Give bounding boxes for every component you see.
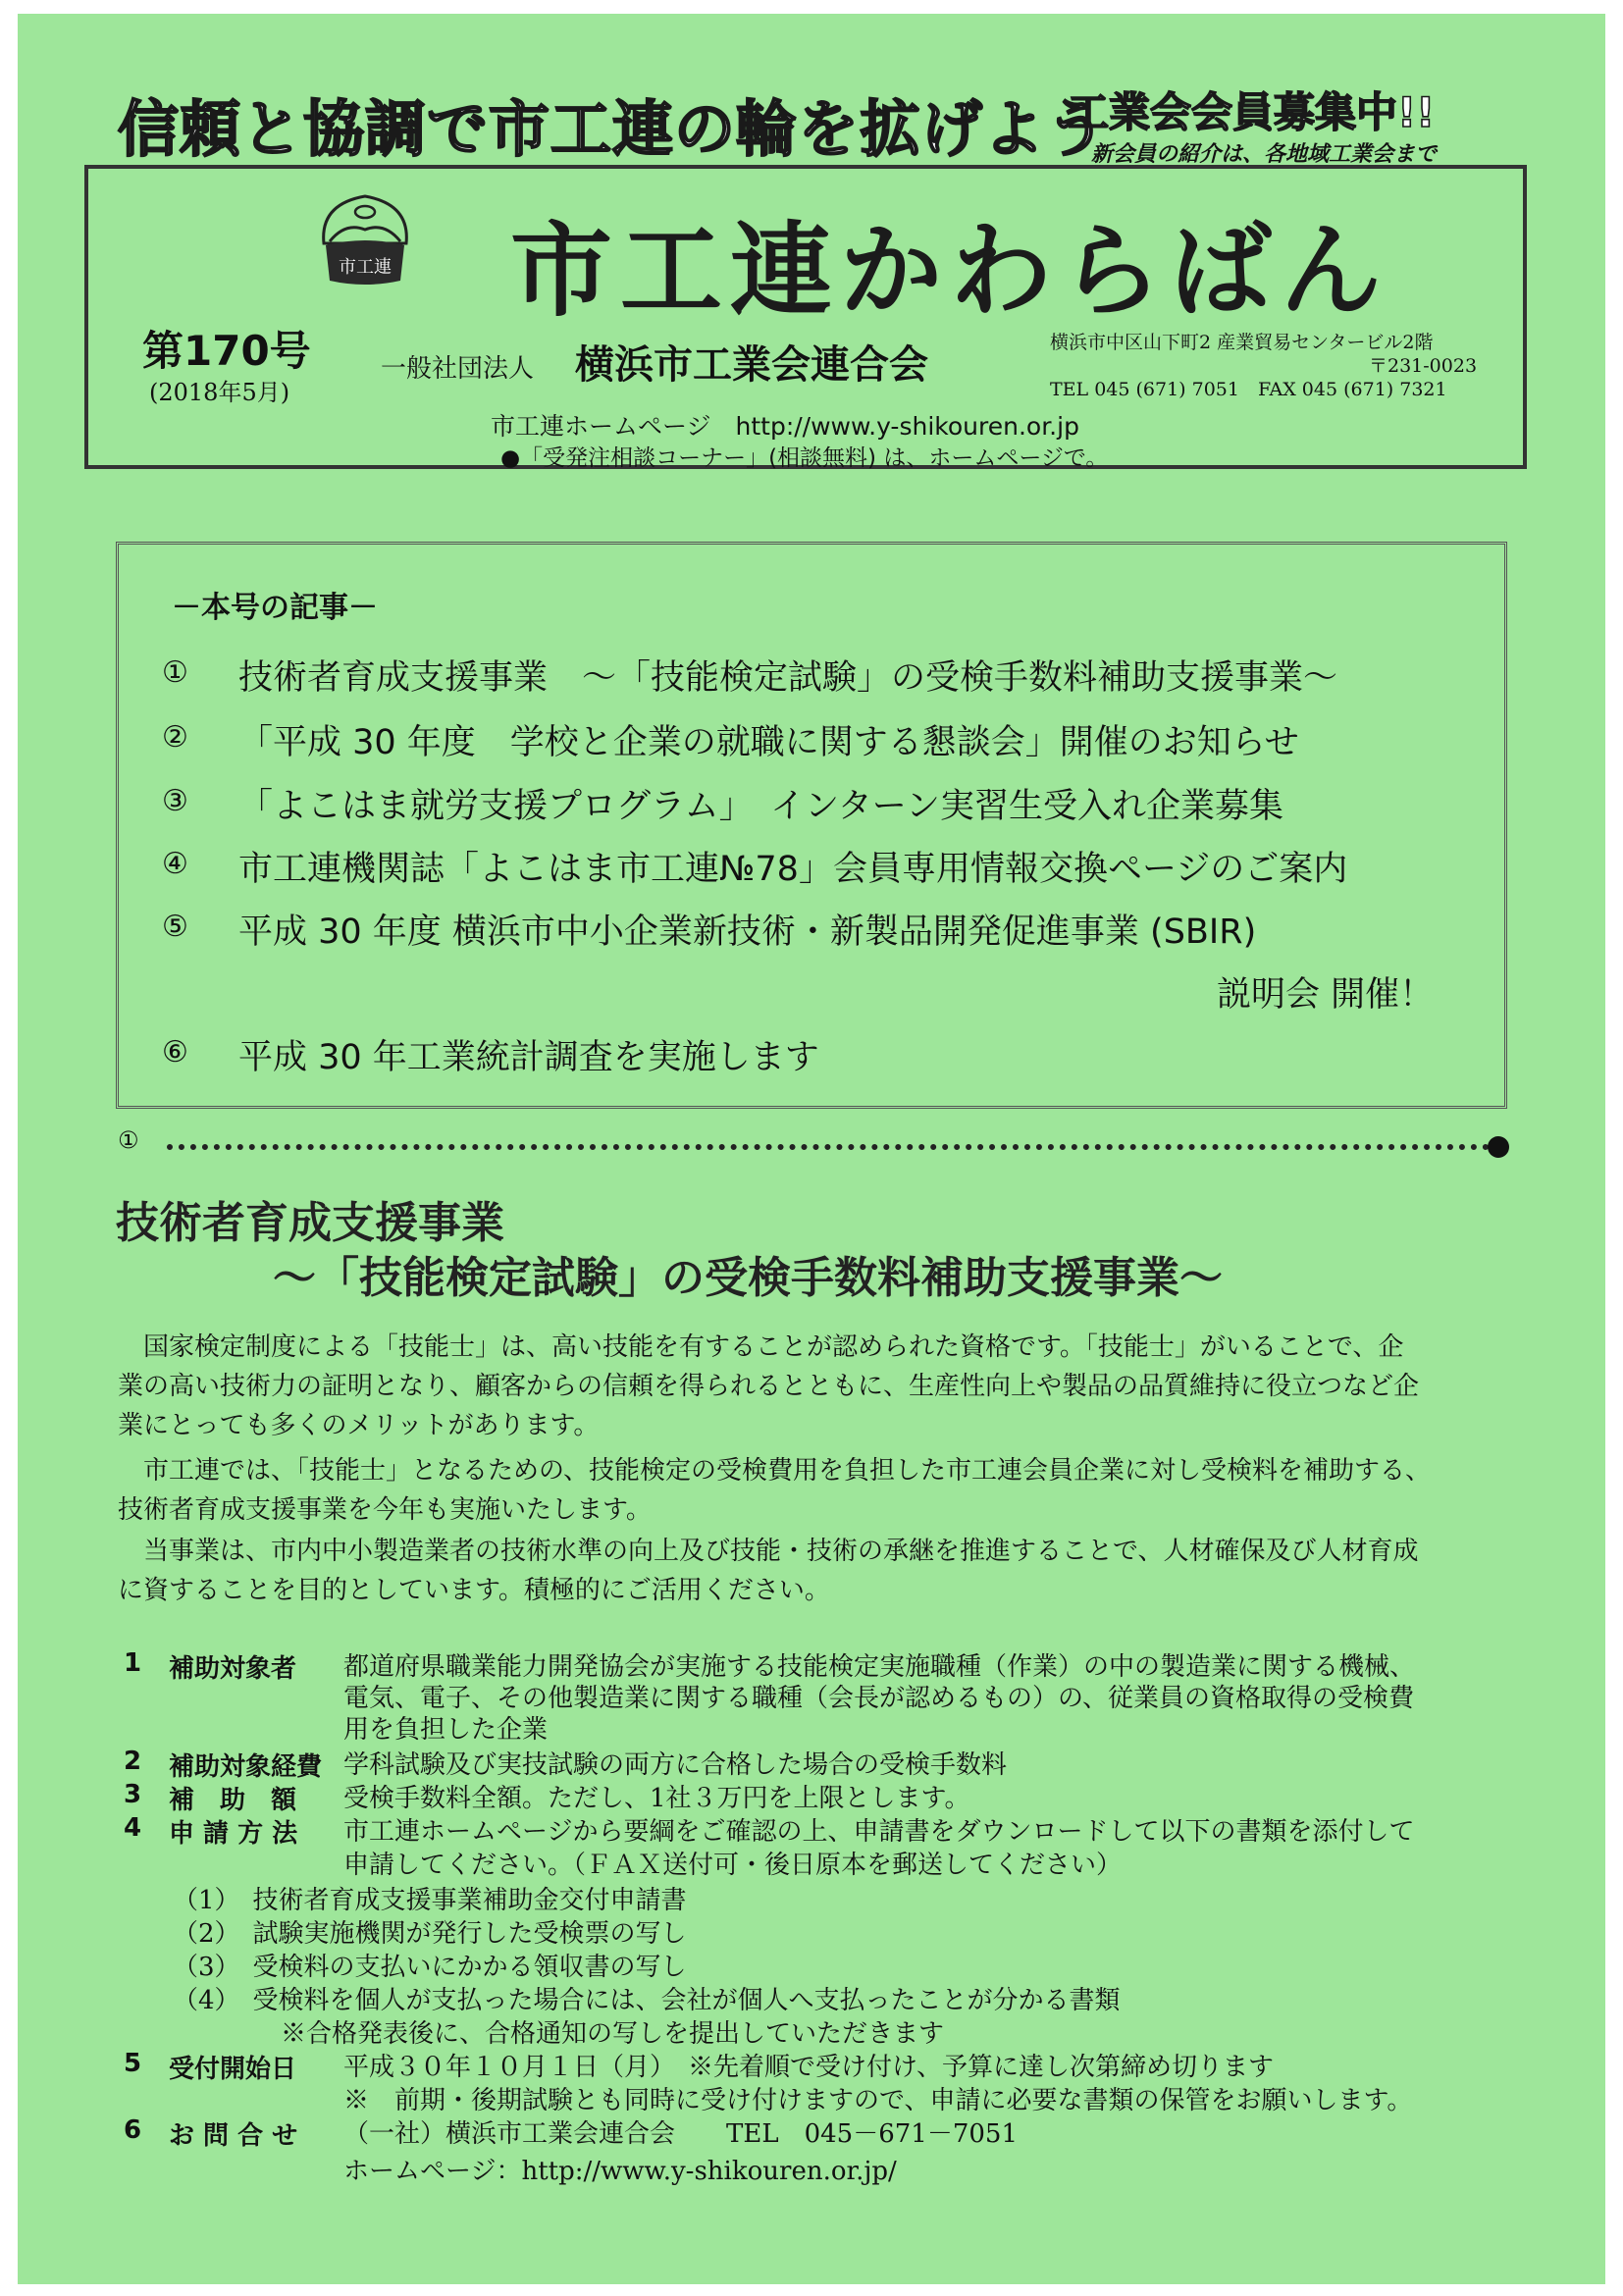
detail-number: 5 [124,2049,142,2078]
required-doc: （1） 技術者育成支援事業補助金交付申請書 [173,1886,687,1915]
required-doc: （3） 受検料の支払いにかかる領収書の写し [173,1953,687,1982]
org-name: 横浜市工業会連合会 [575,341,928,388]
article-paragraph: 国家検定制度による「技能士」は、高い技能を有することが認められた資格です。「技能士」がいることで、企 [118,1332,1404,1362]
detail-number: 3 [124,1780,142,1809]
contact-text: （一社）横浜市工業会連合会 TEL 045－671－7051 [343,2119,1019,2149]
org-type: 一般社団法人 [381,354,535,384]
article-title-line2: ～「技能検定試験」の受検手数料補助支援事業～ [273,1253,1223,1303]
toc-item-text[interactable]: 平成 30 年度 横浜市中小企業新技術・新製品開発促進事業 (SBIR) [238,913,1257,952]
toc-item-number: ③ [162,784,188,818]
article-paragraph: 当事業は、市内中小製造業者の技術水準の向上及び技能・技術の承継を推進することで、人材確保及び人材育成 [118,1537,1419,1566]
detail-number: 1 [124,1648,142,1678]
detail-label: 補助対象者 [169,1654,297,1684]
contact-homepage-link[interactable]: ホームページ：http://www.y-shikouren.or.jp/ [343,2157,897,2186]
toc-item-text[interactable]: 市工連機関誌「よこはま市工連№78」会員専用情報交換ページのご案内 [238,850,1348,889]
toc-item-text[interactable]: 「よこはま就労支援プログラム」 インターン実習生受入れ企業募集 [238,787,1284,826]
detail-number: 6 [124,2115,142,2145]
detail-number: 4 [124,1813,142,1843]
detail-text: 受検手数料全額。ただし、1社３万円を上限とします。 [343,1784,970,1813]
docs-note: ※合格発表後に、合格通知の写しを提出していただきます [281,2019,945,2049]
postal-code: 〒231-0023 [1369,355,1478,377]
toc-item-text-cont[interactable]: 説明会 開催！ [1217,975,1435,1015]
article-paragraph: に資することを目的としています。積極的にご活用ください。 [118,1576,830,1605]
detail-text: 都道府県職業能力開発協会が実施する技能検定実施職種（作業）の中の製造業に関する機械、 [343,1652,1416,1682]
article-paragraph: 市工連では、「技能士」となるための、技能検定の受検費用を負担した市工連会員企業に対し受検料を補助する、 [118,1456,1431,1486]
required-doc: （2） 試験実施機関が発行した受検票の写し [173,1919,687,1949]
issue-number: 第170号 [142,327,311,375]
article-paragraph: 業にとっても多くのメリットがあります。 [118,1411,600,1440]
org-address: 横浜市中区山下町2 産業貿易センタービル2階 [1050,332,1434,353]
recruit-title: 工業会会員募集中!! [1068,88,1436,136]
article-paragraph: 技術者育成支援事業を今年も実施いたします。 [118,1495,652,1525]
detail-text: 電気、電子、その他製造業に関する職種（会長が認めるもの）の、従業員の資格取得の受検費 [343,1684,1414,1713]
consult-note: ●「受発注相談コーナー」(相談無料) は、ホームページで。 [500,445,1109,471]
required-doc: （4） 受検料を個人が支払った場合には、会社が個人へ支払ったことが分かる書類 [173,1986,1121,2015]
newsletter-title: 市工連かわらばん [510,210,1390,331]
toc-item-number: ④ [162,847,188,881]
detail-label: 受付開始日 [169,2055,297,2084]
detail-text: 用を負担した企業 [343,1715,549,1745]
divider-end-dot [1488,1136,1509,1158]
slogan: 信頼と協調で市工連の輪を拡げよう [118,93,1108,165]
detail-text: 学科試験及び実技試験の両方に合格した場合の受検手数料 [343,1750,1008,1780]
logo-text: 市工連 [339,257,392,278]
dotted-divider [167,1144,1490,1150]
toc-item-text[interactable]: 平成 30 年工業統計調査を実施します [238,1038,819,1077]
toc-item-number: ② [162,720,188,755]
toc-item-number: ⑥ [162,1035,188,1070]
detail-text: 市工連ホームページから要綱をご確認の上、申請書をダウンロードして以下の書類を添付して [343,1817,1415,1847]
toc-item-text[interactable]: 技術者育成支援事業 ～「技能検定試験」の受検手数料補助支援事業～ [238,658,1338,698]
detail-label: 補助対象経費 [169,1752,323,1782]
recruit-subtitle: 新会員の紹介は、各地域工業会まで [1091,142,1438,167]
section-number: ① [118,1126,139,1154]
toc-item-text[interactable]: 「平成 30 年度 学校と企業の就職に関する懇談会」開催のお知らせ [238,723,1299,762]
detail-label: 申 請 方 法 [169,1819,298,1849]
article-paragraph: 業の高い技術力の証明となり、顧客からの信頼を得られるとともに、生産性向上や製品の品質維持に役立つなど企 [118,1372,1420,1401]
detail-text: ※ 前期・後期試験とも同時に受け付けますので、申請に必要な書類の保管をお願いします。 [343,2086,1413,2115]
tel-fax: TEL 045 (671) 7051 FAX 045 (671) 7321 [1050,379,1447,400]
detail-number: 2 [124,1747,142,1776]
contents-title: －本号の記事－ [172,591,378,625]
homepage-link[interactable]: 市工連ホームページ http://www.y-shikouren.or.jp [491,412,1079,441]
detail-text: 平成３０年１０月１日（月） ※先着順で受け付け、予算に達し次第締め切ります [343,2053,1274,2082]
detail-label: 補 助 額 [169,1786,297,1815]
issue-date: (2018年5月) [149,379,290,406]
detail-label: お 問 合 せ [169,2121,298,2151]
org-logo-icon [316,186,414,294]
toc-item-number: ① [162,655,188,690]
article-title-line1: 技術者育成支援事業 [116,1198,504,1248]
detail-text: 申請してください。（ＦＡＸ送付可・後日原本を郵送してください） [343,1851,1123,1880]
toc-item-number: ⑤ [162,910,188,944]
